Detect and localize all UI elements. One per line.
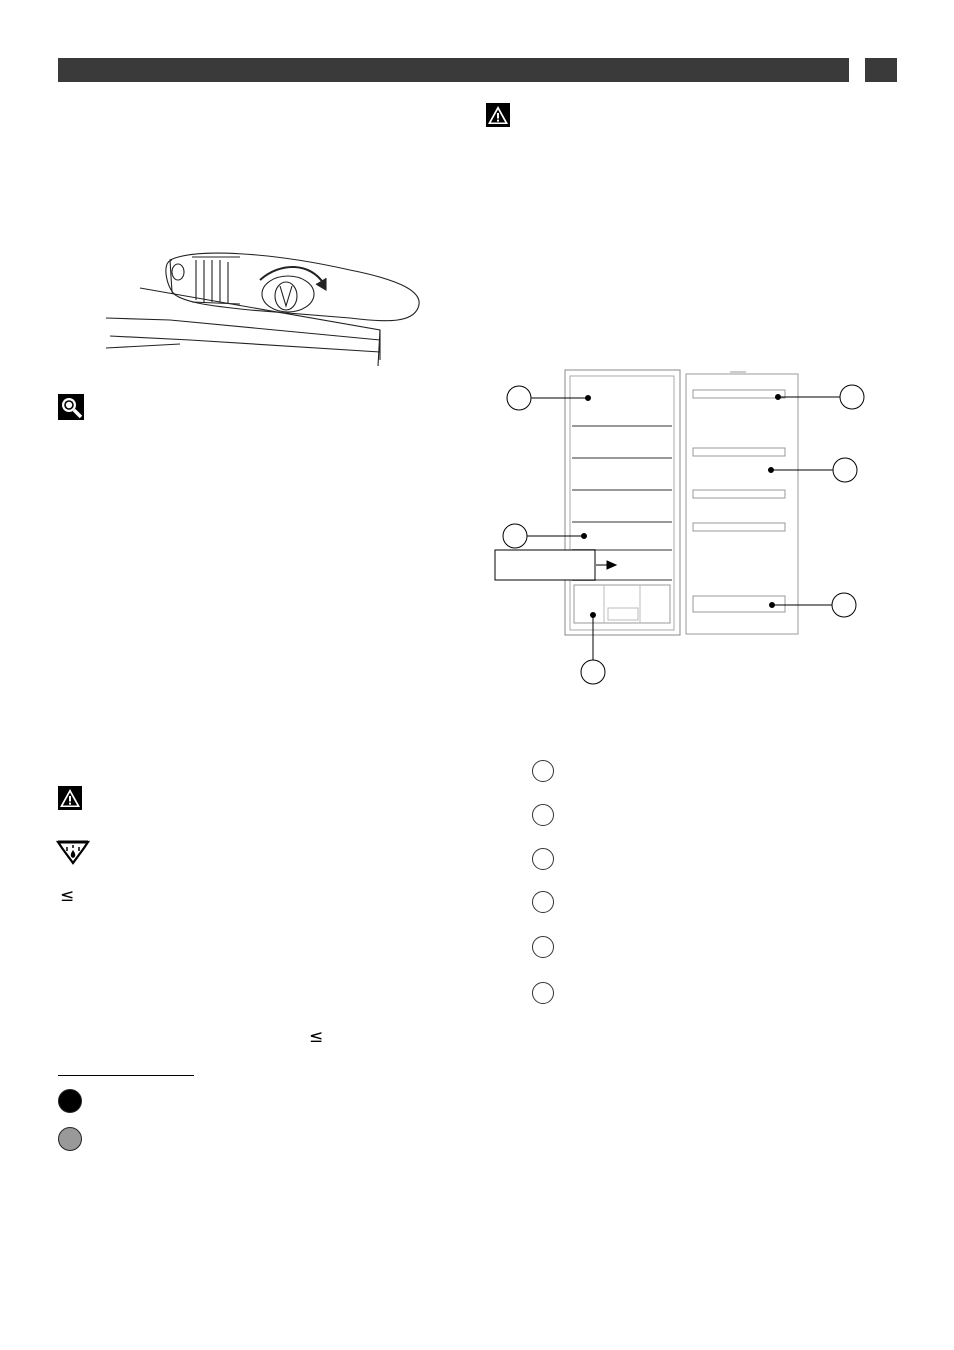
magnifier-icon bbox=[58, 394, 84, 420]
black-dot bbox=[58, 1089, 82, 1113]
divider bbox=[58, 1075, 194, 1076]
legend-item-6 bbox=[532, 982, 554, 1004]
warning-icon bbox=[486, 103, 510, 127]
leq-symbol: ≤ bbox=[60, 886, 75, 906]
grey-dot bbox=[58, 1127, 82, 1151]
legend-item-4 bbox=[532, 891, 554, 913]
defrost-icon bbox=[56, 838, 90, 866]
page-number-box bbox=[865, 58, 897, 82]
header-bar bbox=[58, 58, 849, 82]
legend-item-1 bbox=[532, 760, 554, 782]
legend-item-2 bbox=[532, 804, 554, 826]
leq-symbol: ≤ bbox=[309, 1027, 324, 1047]
legend-item-3 bbox=[532, 848, 554, 870]
refrigerator-diagram bbox=[490, 360, 870, 690]
thermostat-illustration bbox=[100, 240, 430, 370]
legend-item-5 bbox=[532, 936, 554, 958]
warning-icon bbox=[58, 786, 82, 810]
